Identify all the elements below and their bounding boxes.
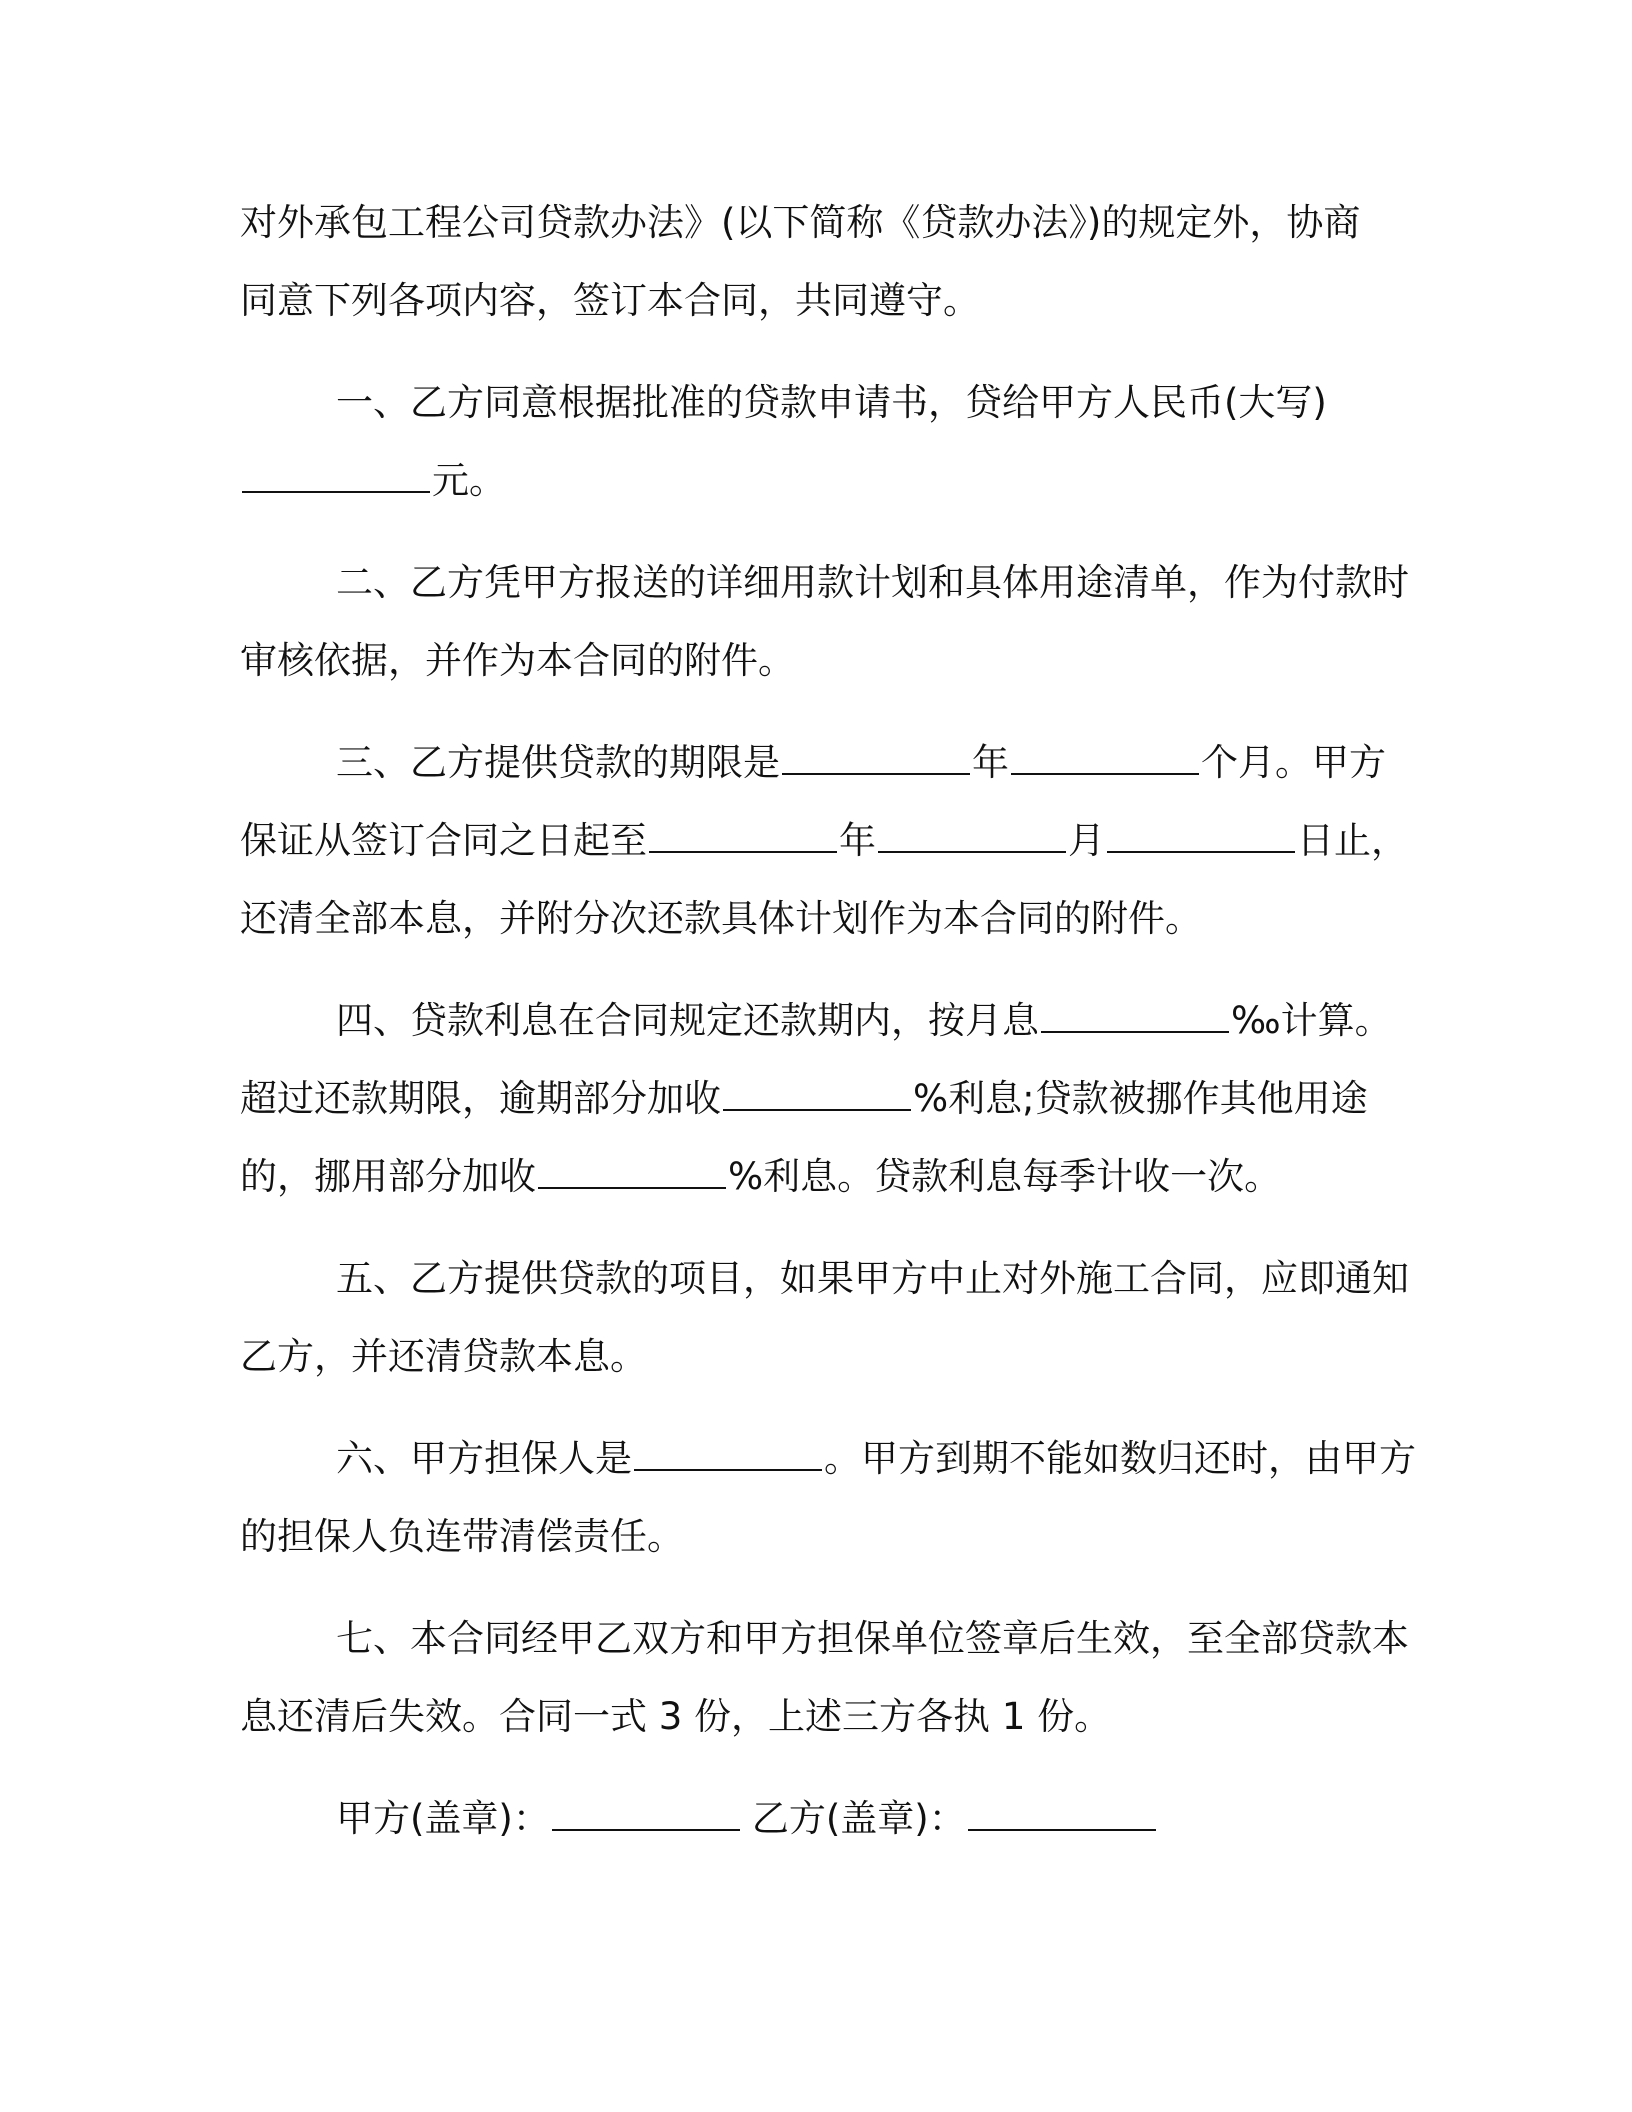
guarantor-blank [634, 1441, 822, 1471]
clause-5 [240, 1240, 1420, 1396]
clause-3-text-b: 年 [972, 741, 1009, 784]
party-b-seal-blank [968, 1801, 1156, 1831]
misuse-rate-blank [538, 1159, 726, 1189]
clause-3 [240, 724, 1420, 958]
end-day-blank [1107, 823, 1295, 853]
clause-4 [240, 982, 1420, 1216]
clause-4-text-d: %利息。贷款利息每季计收一次。 [728, 1155, 1282, 1198]
monthly-rate-blank [1041, 1003, 1229, 1033]
intro-line-1: 对外承包工程公司贷款办法》(以下简称《贷款办法》)的规定外，协商 [240, 201, 1361, 244]
amount-blank [242, 463, 430, 493]
clause-1 [240, 364, 1420, 520]
end-month-blank [878, 823, 1066, 853]
clause-1-text-b: 元。 [432, 459, 506, 502]
party-b-seal-label: 乙方(盖章)： [751, 1797, 966, 1840]
end-year-blank [649, 823, 837, 853]
term-months-blank [1011, 745, 1199, 775]
clause-7 [240, 1600, 1420, 1756]
clause-3-text-a: 三、乙方提供贷款的期限是 [336, 741, 780, 784]
intro-line-2: 同意下列各项内容，签订本合同，共同遵守。 [240, 279, 980, 322]
clause-4-text-a: 四、贷款利息在合同规定还款期内，按月息 [336, 999, 1039, 1042]
clause-2 [240, 544, 1420, 700]
clause-4-text-b: ‰计算。超过还款期限，逾期部分加收 [240, 999, 1392, 1120]
clause-3-text-d: 年 [839, 819, 876, 862]
contract-body [240, 184, 1420, 1882]
clause-3-text-e: 月 [1068, 819, 1105, 862]
intro-paragraph [240, 184, 1420, 340]
clause-2-text: 二、乙方凭甲方报送的详细用款计划和具体用途清单，作为付款时审核依据，并作为本合同的附件。 [240, 561, 1409, 682]
party-a-seal-blank [552, 1801, 740, 1831]
clause-4-text-c: %利息;贷款被挪作其他用途的，挪用部分加收 [240, 1077, 1368, 1198]
party-a-seal-label: 甲方(盖章)： [336, 1797, 550, 1840]
clause-6 [240, 1420, 1420, 1576]
clause-6-text-b: 。甲方到期不能如数归还时，由甲方的担保人负连带清偿责任。 [240, 1437, 1416, 1558]
clause-6-text-a: 六、甲方担保人是 [336, 1437, 632, 1480]
clause-1-text-a: 一、乙方同意根据批准的贷款申请书，贷给甲方人民币(大写) [336, 381, 1327, 424]
overdue-rate-blank [723, 1081, 911, 1111]
clause-7-text: 七、本合同经甲乙双方和甲方担保单位签章后生效，至全部贷款本息还清后失效。合同一式 3 份，上述三方各执 1 份。 [240, 1617, 1409, 1738]
clause-3-text-c: 个月。甲方保证从签订合同之日起至 [240, 741, 1386, 862]
term-years-blank [782, 745, 970, 775]
clause-5-text: 五、乙方提供贷款的项目，如果甲方中止对外施工合同，应即通知乙方，并还清贷款本息。 [240, 1257, 1409, 1378]
clause-3-text-f: 日止，还清全部本息，并附分次还款具体计划作为本合同的附件。 [240, 819, 1408, 940]
signature-row [240, 1780, 1420, 1858]
